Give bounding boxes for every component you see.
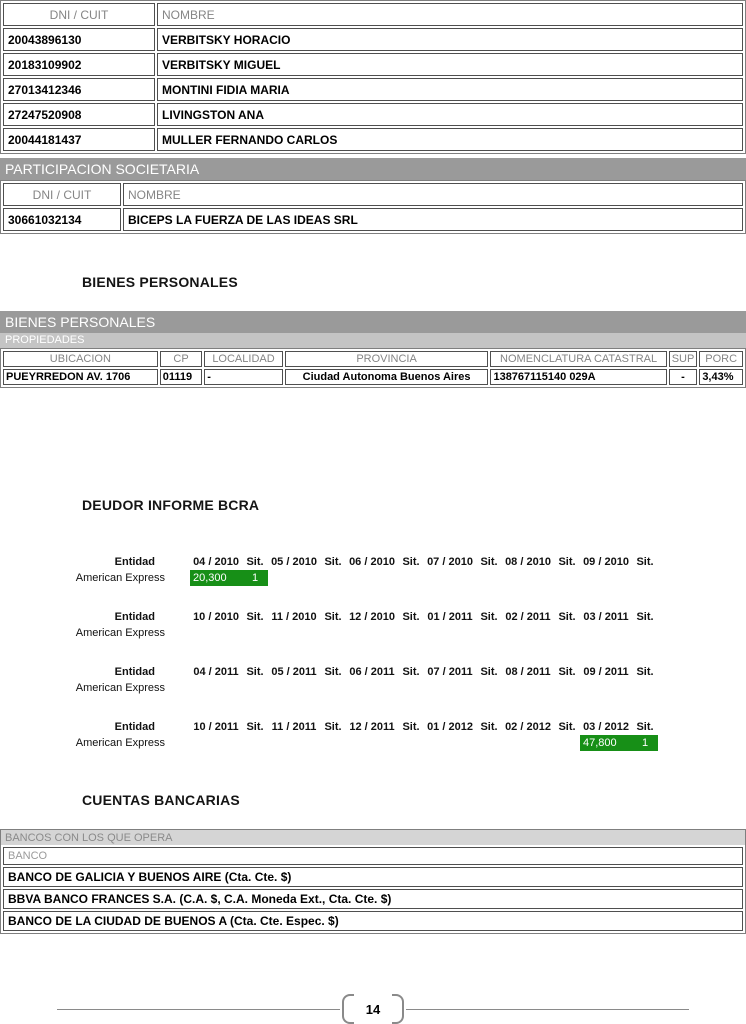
sit-label: Sit. — [324, 666, 342, 678]
period-label: 09 / 2010 — [583, 556, 629, 568]
deudor-blocks — [0, 555, 746, 751]
right-bracket-icon — [392, 994, 404, 1024]
sit-label: Sit. — [246, 721, 264, 733]
entidad-header-label: Entidad — [114, 666, 155, 678]
period-label: 08 / 2010 — [505, 556, 551, 568]
sit-label: Sit. — [324, 611, 342, 623]
propiedades-cell: PUEYRREDON AV. 1706 — [3, 369, 158, 385]
entity-name: American Express — [75, 571, 165, 584]
entidad-header-label: Entidad — [114, 611, 155, 623]
period-label: 07 / 2010 — [427, 556, 473, 568]
debt-situation: 1 — [641, 737, 649, 749]
nombre-cell: MULLER FERNANDO CARLOS — [157, 128, 743, 151]
table-row — [3, 911, 743, 931]
deudor-entity-row — [0, 679, 746, 696]
dni-cuit-cell: 27013412346 — [3, 78, 155, 101]
deudor-header-row — [0, 720, 746, 734]
propiedades-cell: 138767115140 029A — [490, 369, 666, 385]
propiedades-cell: - — [204, 369, 282, 385]
debt-empty-cell — [502, 570, 580, 586]
debt-empty-cell — [190, 680, 268, 696]
dni-cuit-cell: 20043896130 — [3, 28, 155, 51]
debt-empty-cell — [424, 570, 502, 586]
debt-empty-cell — [346, 735, 424, 751]
debt-empty-cell — [424, 680, 502, 696]
sit-label: Sit. — [402, 556, 420, 568]
members-header-row — [3, 3, 743, 26]
propiedades-cell: Ciudad Autonoma Buenos Aires — [285, 369, 489, 385]
table-row — [3, 28, 743, 51]
debt-empty-cell — [268, 625, 346, 641]
debt-situation: 1 — [251, 572, 259, 584]
sit-label: Sit. — [480, 721, 498, 733]
nombre-cell: BICEPS LA FUERZA DE LAS IDEAS SRL — [123, 208, 743, 231]
deudor-block — [0, 555, 746, 586]
sit-label: Sit. — [636, 666, 654, 678]
sit-label: Sit. — [402, 721, 420, 733]
deudor-block — [0, 720, 746, 751]
sit-label: Sit. — [402, 666, 420, 678]
table-row — [3, 103, 743, 126]
sit-label: Sit. — [402, 611, 420, 623]
table-row — [3, 208, 743, 231]
entidad-header-label: Entidad — [114, 556, 155, 568]
debt-empty-cell — [424, 625, 502, 641]
deudor-block — [0, 610, 746, 641]
propiedades-cell: 3,43% — [699, 369, 743, 385]
debt-amount: 47,800 — [583, 737, 617, 749]
left-bracket-icon — [342, 994, 354, 1024]
debt-empty-cell — [580, 570, 658, 586]
dni-cuit-cell: 27247520908 — [3, 103, 155, 126]
sit-label: Sit. — [480, 611, 498, 623]
table-row — [3, 128, 743, 151]
cuentas-bancarias-heading: CUENTAS BANCARIAS — [82, 792, 240, 808]
propiedades-band: PROPIEDADES — [0, 333, 746, 348]
period-label: 06 / 2010 — [349, 556, 395, 568]
nombre-cell: VERBITSKY HORACIO — [157, 28, 743, 51]
deudor-entity-row — [0, 569, 746, 586]
bienes-personales-heading: BIENES PERSONALES — [82, 274, 238, 290]
entity-name: American Express — [75, 681, 165, 694]
table-row — [3, 78, 743, 101]
participacion-table — [0, 180, 746, 234]
sit-label: Sit. — [246, 611, 264, 623]
propiedades-col-header: NOMENCLATURA CATASTRAL — [490, 351, 666, 367]
debt-empty-cell — [502, 680, 580, 696]
period-label: 06 / 2011 — [349, 666, 395, 678]
participacion-header-row — [3, 183, 743, 206]
table-row — [3, 369, 743, 385]
propiedades-col-header: CP — [160, 351, 203, 367]
debt-empty-cell — [346, 625, 424, 641]
debt-empty-cell — [502, 625, 580, 641]
deudor-entity-row — [0, 624, 746, 641]
period-label: 11 / 2011 — [271, 721, 317, 733]
debt-empty-cell — [190, 625, 268, 641]
banks-header-row — [3, 847, 743, 865]
propiedades-table — [0, 348, 746, 388]
page-number: 14 — [365, 1001, 381, 1017]
deudor-entity-row — [0, 734, 746, 751]
debt-empty-cell — [580, 625, 658, 641]
entity-name: American Express — [75, 626, 165, 639]
sit-label: Sit. — [636, 611, 654, 623]
members-col-nombre: NOMBRE — [157, 3, 743, 26]
sit-label: Sit. — [558, 721, 576, 733]
sit-label: Sit. — [324, 556, 342, 568]
propiedades-cell: - — [669, 369, 698, 385]
period-label: 02 / 2012 — [505, 721, 551, 733]
period-label: 07 / 2011 — [427, 666, 473, 678]
period-label: 01 / 2011 — [427, 611, 473, 623]
deudor-header-row — [0, 610, 746, 624]
debt-empty-cell — [580, 680, 658, 696]
deudor-header-row — [0, 665, 746, 679]
period-label: 08 / 2011 — [505, 666, 551, 678]
sit-label: Sit. — [558, 611, 576, 623]
bancos-opera-band: BANCOS CON LOS QUE OPERA — [1, 830, 745, 845]
banks-table — [0, 829, 746, 934]
sit-label: Sit. — [558, 556, 576, 568]
debt-empty-cell — [346, 570, 424, 586]
sit-label: Sit. — [324, 721, 342, 733]
propiedades-cell: 01119 — [160, 369, 203, 385]
bank-name-cell: BBVA BANCO FRANCES S.A. (C.A. $, C.A. Moneda Ext., Cta. Cte. $) — [3, 889, 743, 909]
sit-label: Sit. — [558, 666, 576, 678]
entity-name: American Express — [75, 736, 165, 749]
debt-empty-cell — [346, 680, 424, 696]
bienes-personales-band: BIENES PERSONALES — [0, 311, 746, 333]
debt-empty-cell — [502, 735, 580, 751]
period-label: 12 / 2011 — [349, 721, 395, 733]
period-label: 11 / 2010 — [271, 611, 317, 623]
period-label: 05 / 2011 — [271, 666, 317, 678]
period-label: 12 / 2010 — [349, 611, 395, 623]
debt-amount: 20,300 — [193, 572, 227, 584]
propiedades-col-header: SUP — [669, 351, 698, 367]
deudor-block — [0, 665, 746, 696]
sit-label: Sit. — [636, 721, 654, 733]
dni-cuit-cell: 30661032134 — [3, 208, 121, 231]
table-row — [3, 53, 743, 76]
propiedades-header-row — [3, 351, 743, 367]
debt-highlight-cell — [580, 735, 658, 751]
debt-empty-cell — [268, 680, 346, 696]
debt-empty-cell — [268, 570, 346, 586]
participacion-societaria-band: PARTICIPACION SOCIETARIA — [0, 158, 746, 180]
period-label: 03 / 2012 — [583, 721, 629, 733]
period-label: 03 / 2011 — [583, 611, 629, 623]
debt-empty-cell — [268, 735, 346, 751]
footer-rule-left — [57, 1009, 340, 1010]
page-footer — [57, 994, 689, 1024]
participacion-col-dni-cuit: DNI / CUIT — [3, 183, 121, 206]
debt-empty-cell — [424, 735, 502, 751]
entidad-header-label: Entidad — [114, 721, 155, 733]
period-label: 02 / 2011 — [505, 611, 551, 623]
period-label: 04 / 2010 — [193, 556, 239, 568]
bank-name-cell: BANCO DE GALICIA Y BUENOS AIRE (Cta. Cte. $) — [3, 867, 743, 887]
period-label: 10 / 2011 — [193, 721, 239, 733]
sit-label: Sit. — [480, 666, 498, 678]
propiedades-col-header: PORC — [699, 351, 743, 367]
nombre-cell: LIVINGSTON ANA — [157, 103, 743, 126]
propiedades-col-header: UBICACION — [3, 351, 158, 367]
nombre-cell: VERBITSKY MIGUEL — [157, 53, 743, 76]
members-col-dni-cuit: DNI / CUIT — [3, 3, 155, 26]
dni-cuit-cell: 20044181437 — [3, 128, 155, 151]
period-label: 05 / 2010 — [271, 556, 317, 568]
sit-label: Sit. — [480, 556, 498, 568]
members-table — [0, 0, 746, 154]
sit-label: Sit. — [246, 666, 264, 678]
period-label: 04 / 2011 — [193, 666, 239, 678]
debt-highlight-cell — [190, 570, 268, 586]
nombre-cell: MONTINI FIDIA MARIA — [157, 78, 743, 101]
propiedades-col-header: PROVINCIA — [285, 351, 489, 367]
period-label: 01 / 2012 — [427, 721, 473, 733]
debt-empty-cell — [190, 735, 268, 751]
participacion-col-nombre: NOMBRE — [123, 183, 743, 206]
sit-label: Sit. — [636, 556, 654, 568]
dni-cuit-cell: 20183109902 — [3, 53, 155, 76]
period-label: 10 / 2010 — [193, 611, 239, 623]
propiedades-col-header: LOCALIDAD — [204, 351, 282, 367]
banks-col-banco: BANCO — [3, 847, 743, 865]
footer-rule-right — [406, 1009, 689, 1010]
table-row — [3, 889, 743, 909]
deudor-informe-bcra-heading: DEUDOR INFORME BCRA — [82, 497, 260, 513]
table-row — [3, 867, 743, 887]
period-label: 09 / 2011 — [583, 666, 629, 678]
bank-name-cell: BANCO DE LA CIUDAD DE BUENOS A (Cta. Cte. Espec. $) — [3, 911, 743, 931]
sit-label: Sit. — [246, 556, 264, 568]
deudor-header-row — [0, 555, 746, 569]
